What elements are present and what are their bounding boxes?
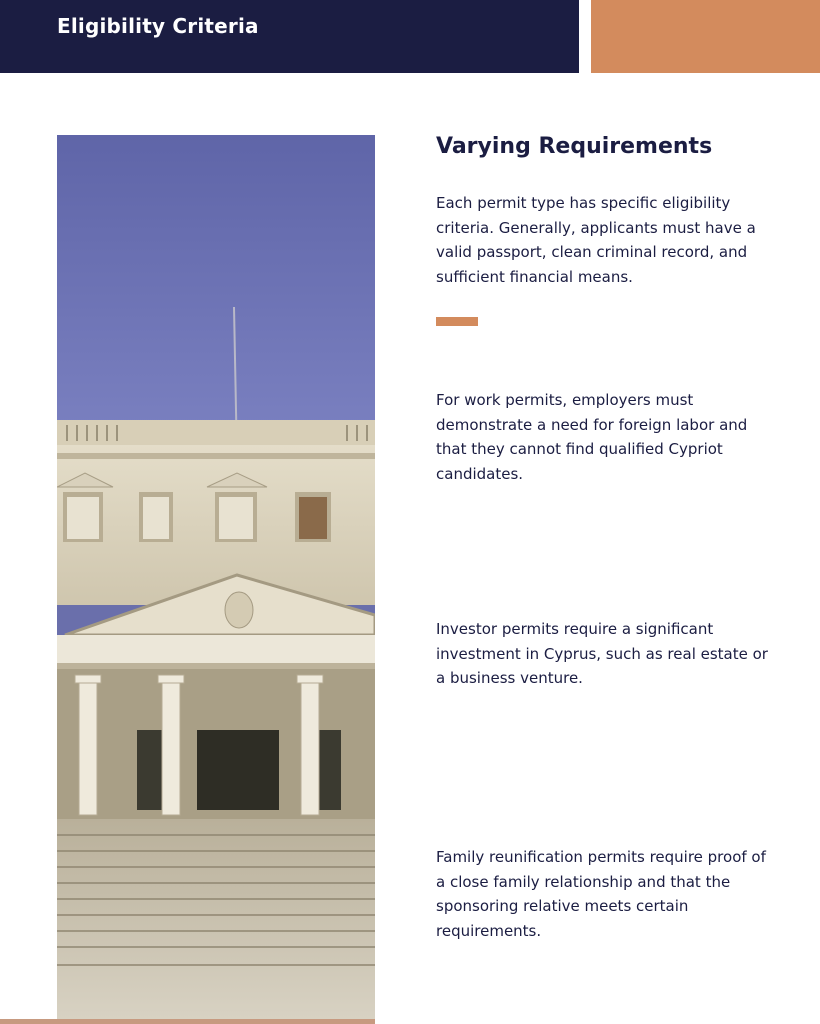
- paragraph-work-permits: For work permits, employers must demonstrate a need for foreign labor and that they cannot find qualified Cypriot candidates.: [436, 391, 748, 483]
- section-title: Varying Requirements: [436, 134, 713, 159]
- paragraph-investor-permits: Investor permits require a significant investment in Cyprus, such as real estate or a business venture.: [436, 620, 768, 687]
- bottom-accent-strip: [0, 1019, 375, 1024]
- building-photo: [57, 135, 375, 1020]
- header-accent-block: [591, 0, 820, 73]
- paragraph-general: Each permit type has specific eligibility criteria. Generally, applicants must have a valid passport, clean criminal record, and sufficient financial means.: [436, 194, 756, 286]
- paragraph-family-reunification: Family reunification permits require proof of a close family relationship and that the sponsoring relative meets certain requirements.: [436, 848, 766, 940]
- section-divider: [436, 317, 478, 326]
- page-title: Eligibility Criteria: [57, 14, 259, 38]
- header-bar: [0, 0, 579, 73]
